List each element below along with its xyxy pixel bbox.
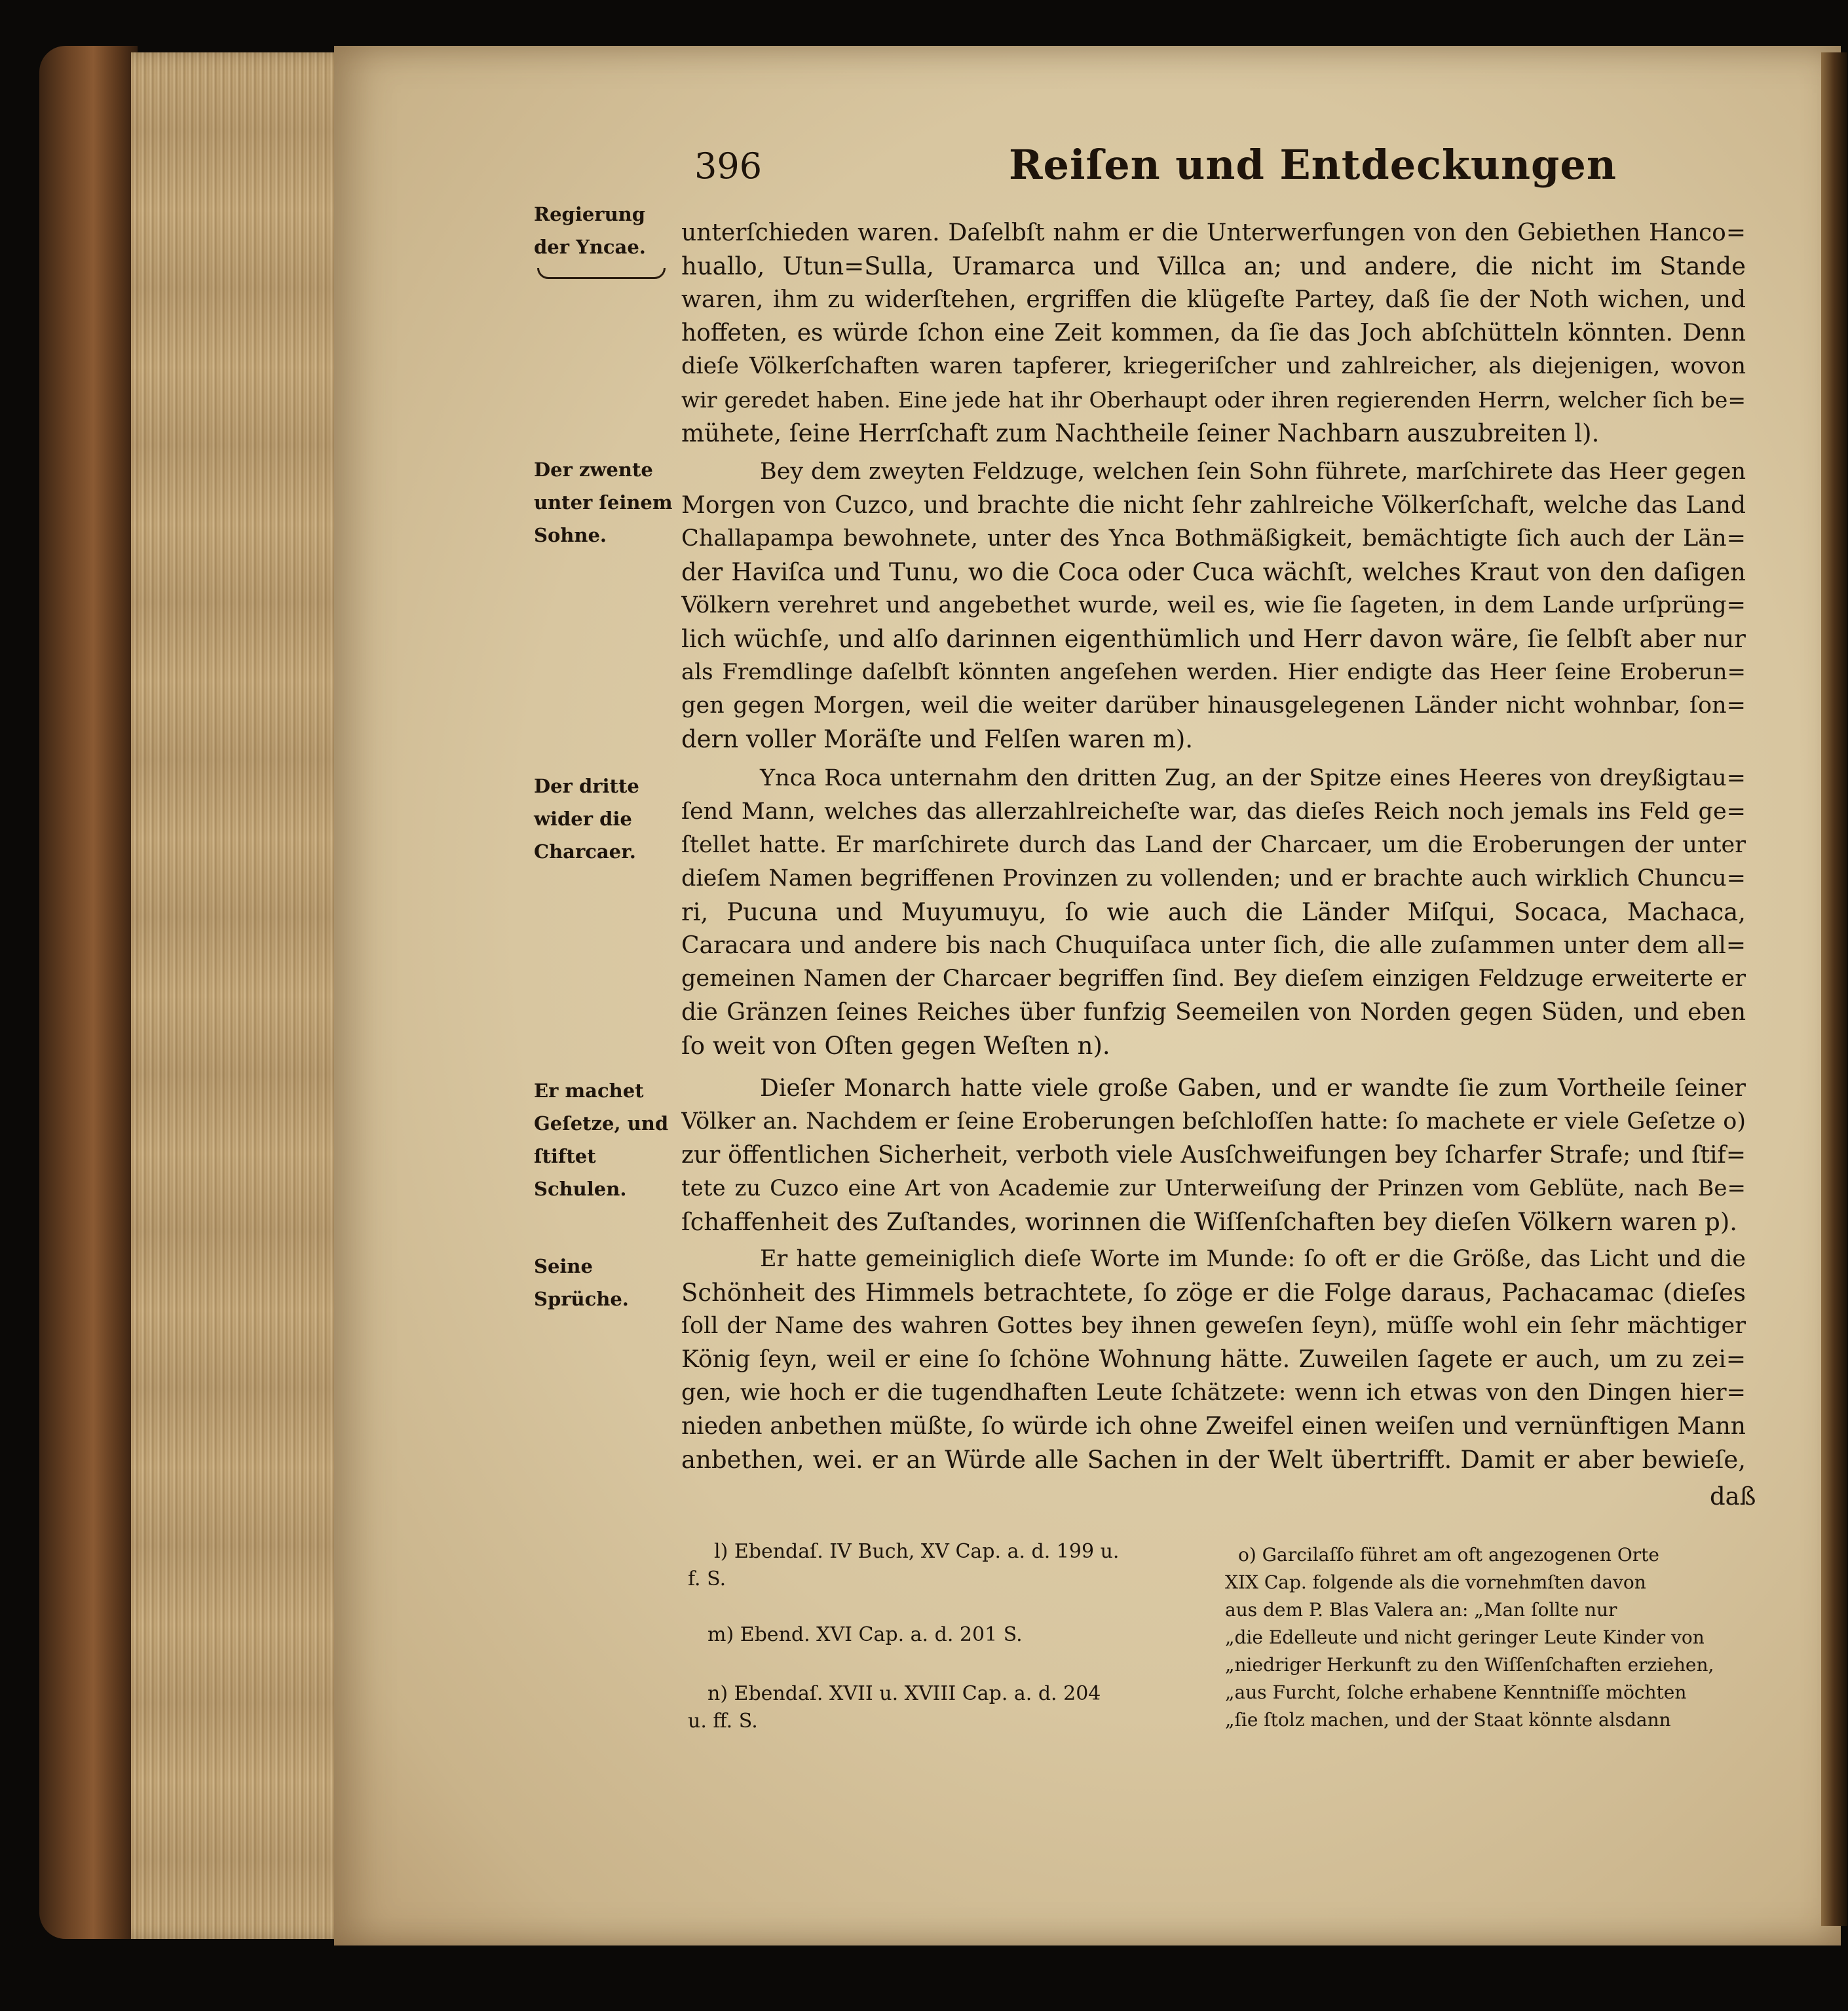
text-line: ſtellet hatte. Er marſchirete durch das Land der Charcaer, um die Eroberungen der unter bbox=[681, 832, 1746, 858]
footnote-o-line: aus dem P. Blas Valera an: „Man ſollte nur bbox=[1225, 1599, 1617, 1621]
margin-note-regierung: Regierung der Yncae. bbox=[534, 203, 646, 258]
text-line: gemeinen Namen der Charcaer begriffen ſind. Bey dieſem einzigen Feldzuge erweiterte er bbox=[681, 966, 1746, 992]
book-spine-edge bbox=[39, 46, 138, 1939]
footnote-o-line: „niedriger Herkunft zu den Wiſſenſchaften erziehen, bbox=[1225, 1654, 1714, 1676]
margin-brace bbox=[537, 268, 666, 279]
footnote-o-line: „die Edelleute und nicht geringer Leute Kinder von bbox=[1225, 1626, 1705, 1648]
text-line: tete zu Cuzco eine Art von Academie zur Unterweiſung der Prinzen vom Geblüte, nach Be= bbox=[681, 1175, 1746, 1201]
text-line: anbethen, wei. er an Würde alle Sachen in der Welt übertrifft. Damit er aber bewieſe, bbox=[681, 1446, 1746, 1474]
text-line: Schönheit des Himmels betrachtete, ſo zöge er die Folge daraus, Pachacamac (dieſes bbox=[681, 1279, 1746, 1307]
text-line: Morgen von Cuzco, und brachte die nicht ſehr zahlreiche Völkerſchaft, welche das Land bbox=[681, 492, 1746, 519]
text-line: ſend Mann, welches das allerzahlreicheſte war, das dieſes Reich noch jemals ins Feld ge= bbox=[681, 799, 1746, 825]
text-line: ſo weit von Oſten gegen Weſten n). bbox=[681, 1032, 1110, 1060]
text-line: ri, Pucuna und Muyumuyu, ſo wie auch die Länder Miſqui, Socaca, Machaca, bbox=[681, 898, 1746, 926]
text-line: unterſchieden waren. Daſelbſt nahm er die Unterwerfungen von den Gebiethen Hanco= bbox=[681, 219, 1746, 246]
text-line: huallo, Utun=Sulla, Uramarca und Villca an; und andere, die nicht im Stande bbox=[681, 252, 1746, 280]
margin-note-zweyte: Der zwente unter ſeinem Sohne. bbox=[534, 459, 673, 546]
text-line: gen, wie hoch er die tugendhaften Leute ſchätzete: wenn ich etwas von den Dingen hier= bbox=[681, 1380, 1746, 1406]
paragraph-5 bbox=[681, 1243, 1746, 1476]
text-line: Völker an. Nachdem er ſeine Eroberungen beſchloſſen hatte: ſo machete er viele Geſetze o) bbox=[681, 1108, 1746, 1135]
footnote-l: l) Ebendaſ. IV Buch, XV Cap. a. d. 199 u. bbox=[714, 1540, 1120, 1563]
footnote-m: m) Ebend. XVI Cap. a. d. 201 S. bbox=[707, 1623, 1023, 1646]
page-number: 396 bbox=[694, 145, 763, 187]
text-line: dern voller Moräſte und Felſen waren m). bbox=[681, 725, 1194, 753]
text-line: waren, ihm zu widerſtehen, ergriffen die klügeſte Partey, daß ſie der Noth wichen, und bbox=[681, 286, 1746, 313]
text-line: König ſeyn, weil er eine ſo ſchöne Wohnung hätte. Zuweilen ſagete er auch, um zu zei= bbox=[681, 1346, 1746, 1373]
footnote-n: n) Ebendaſ. XVII u. XVIII Cap. a. d. 204 bbox=[707, 1682, 1101, 1705]
footnote-o-line: „aus Furcht, ſolche erhabene Kenntniſſe möchten bbox=[1225, 1682, 1687, 1703]
paragraph-4 bbox=[681, 1072, 1746, 1239]
paragraph-1 bbox=[681, 216, 1746, 450]
text-line: Völkern verehret und angebethet wurde, weil es, wie ſie ſageten, in dem Lande urſprüng= bbox=[681, 592, 1746, 618]
text-line: die Gränzen ſeines Reiches über funfzig Seemeilen von Norden gegen Süden, und eben bbox=[681, 999, 1746, 1026]
text-line: wir geredet haben. Eine jede hat ihr Oberhaupt oder ihren regierenden Herrn, welcher ſich be= bbox=[681, 387, 1746, 413]
margin-note-gesetze: Er machet Geſetze, und ſtiftet Schulen. bbox=[534, 1080, 669, 1200]
paragraph-3 bbox=[681, 762, 1746, 1062]
right-page-edge bbox=[1821, 52, 1847, 1926]
footnote-o-line: XIX Cap. folgende als die vornehmſten davon bbox=[1225, 1571, 1646, 1593]
margin-note-sprueche: Seine Sprüche. bbox=[534, 1255, 629, 1310]
text-line: Caracara und andere bis nach Chuquiſaca unter ſich, die alle zuſammen unter dem all= bbox=[681, 932, 1746, 959]
text-line: ſoll der Name des wahren Gottes bey ihnen geweſen ſeyn), müſſe wohl ein ſehr mächtiger bbox=[681, 1313, 1746, 1339]
paragraph-2 bbox=[681, 455, 1746, 756]
footnote-o-line: „ſie ſtolz machen, und der Staat könnte alsdann bbox=[1225, 1709, 1671, 1731]
text-line: der Haviſca und Tunu, wo die Coca oder Cuca wächſt, welches Kraut von den daſigen bbox=[681, 558, 1746, 586]
footnote-l-cont: f. S. bbox=[688, 1568, 726, 1590]
footnote-o-line: o) Garcilaſſo führet am oft angezogenen Orte bbox=[1238, 1544, 1659, 1566]
text-line: Ynca Roca unternahm den dritten Zug, an der Spitze eines Heeres von dreyßigtau= bbox=[760, 765, 1746, 791]
text-line: Challapampa bewohnete, unter des Ynca Bothmäßigkeit, bemächtigte ſich auch der Län= bbox=[681, 525, 1746, 552]
text-line: dieſe Völkerſchaften waren tapferer, kriegeriſcher und zahlreicher, als diejenigen, wovon bbox=[681, 353, 1746, 379]
text-line: dieſem Namen begriffenen Provinzen zu vollenden; und er brachte auch wirklich Chuncu= bbox=[681, 865, 1746, 892]
text-line: Bey dem zweyten Feldzuge, welchen ſein Sohn führete, marſchirete das Heer gegen bbox=[760, 459, 1746, 485]
text-line: nieden anbethen müßte, ſo würde ich ohne Zweifel einen weiſen und vernünftigen Mann bbox=[681, 1413, 1746, 1440]
text-line: hoffeten, es würde ſchon eine Zeit kommen, da ſie das Joch abſchütteln könnten. Denn bbox=[681, 320, 1746, 347]
margin-note-dritte: Der dritte wider die Charcaer. bbox=[534, 775, 639, 863]
text-line: Dieſer Monarch hatte viele große Gaben, und er wandte ſie zum Vortheile ſeiner bbox=[760, 1075, 1746, 1102]
text-line: ſchaffenheit des Zuſtandes, worinnen die Wiſſenſchaften bey dieſen Völkern waren p). bbox=[681, 1208, 1738, 1236]
text-line: lich wüchſe, und alſo darinnen eigenthümlich und Herr davon wäre, ſie ſelbſt aber nur bbox=[681, 625, 1746, 653]
text-line: Er hatte gemeiniglich dieſe Worte im Munde: ſo oft er die Größe, das Licht und die bbox=[760, 1246, 1746, 1272]
footnote-n-cont: u. ff. S. bbox=[688, 1710, 758, 1733]
text-line: zur öffentlichen Sicherheit, verboth viele Ausſchweifungen bey ſcharfer Strafe; und ſtif= bbox=[681, 1142, 1746, 1169]
catchword: daß bbox=[1710, 1482, 1756, 1511]
text-line: als Fremdlinge daſelbſt könnten angeſehen werden. Hier endigte das Heer ſeine Eroberun= bbox=[681, 659, 1746, 685]
text-line: mühete, ſeine Herrſchaft zum Nachtheile ſeiner Nachbarn auszubreiten l). bbox=[681, 419, 1600, 447]
running-head: Reiſen und Entdeckungen bbox=[1009, 141, 1617, 189]
text-line: gen gegen Morgen, weil die weiter darüber hinausgelegenen Länder nicht wohnbar, ſon= bbox=[681, 692, 1746, 719]
